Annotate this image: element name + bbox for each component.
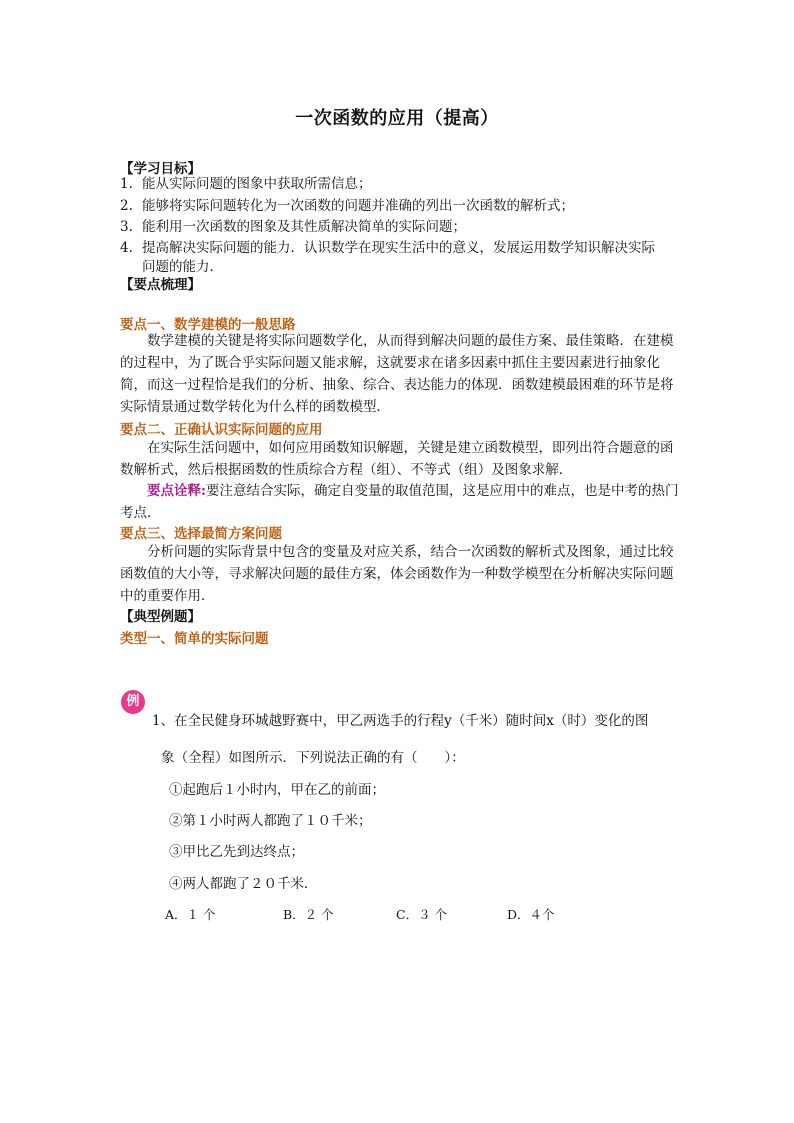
- objective-num: 3.: [120, 219, 133, 235]
- keypoint-2-body: 在实际生活问题中，如何应用函数知识解题，关键是建立函数模型，即列出符合题意的函数解析式，然后根据函数的性质综合方程（组）、不等式（组）及图象求解．: [120, 440, 674, 478]
- objective-num: 4.: [120, 240, 133, 256]
- keypoints-heading: 【要点梳理】: [120, 277, 201, 293]
- objective-item-2: [120, 195, 574, 217]
- keypoint-3-title: 要点三、选择最简方案问题: [120, 526, 282, 542]
- objective-text: 能利用一次函数的图象及其性质解决简单的实际问题；: [142, 219, 466, 235]
- statement-1: ①起跑后１小时内，甲在乙的前面；: [169, 782, 385, 798]
- objective-item-3: [120, 216, 466, 238]
- objective-text: 能够将实际问题转化为一次函数的问题并准确的列出一次函数的解析式；: [142, 198, 574, 214]
- example-type-1-title: 类型一、简单的实际问题: [120, 631, 269, 647]
- keypoint-2-note: [120, 480, 680, 524]
- question-line-1: 1、在全民健身环城越野赛中，甲乙两选手的行程y（千米）随时间x（时）变化的图: [152, 713, 649, 729]
- keypoint-1-title: 要点一、数学建模的一般思路: [120, 317, 296, 333]
- note-label: 要点诠释:: [147, 483, 206, 499]
- choice-c: C．３ 个: [396, 907, 448, 922]
- choice-b: B．２ 个: [283, 907, 334, 922]
- note-body: 要注意结合实际，确定自变量的取值范围，这是应用中的难点，也是中考的热门考点．: [120, 483, 679, 521]
- statement-3: ③甲比乙先到达终点；: [169, 844, 304, 860]
- choice-a: A．１ 个: [165, 907, 216, 922]
- page-title: 一次函数的应用（提高）: [295, 108, 499, 129]
- choice-d: D．４个: [507, 907, 555, 922]
- question-line-2: 象（全程）如图所示．下列说法正确的有（ ）：: [161, 750, 465, 766]
- keypoint-2-title: 要点二、正确认识实际问题的应用: [120, 422, 323, 438]
- objective-item-4-cont: 问题的能力．: [142, 259, 223, 275]
- objective-text: 提高解决实际问题的能力．认识数学在现实生活中的意义，发展运用数学知识解决实际: [142, 240, 655, 256]
- objectives-heading: 【学习目标】: [120, 161, 201, 177]
- objective-num: 2.: [120, 198, 133, 214]
- objective-num: 1.: [120, 176, 133, 192]
- keypoint-1-body: 数学建模的关键是将实际问题数学化，从而得到解决问题的最佳方案、最佳策略．在建模的过程中，为了既合乎实际问题又能求解，这就要求在诸多因素中抓住主要因素进行抽象化简，而这一过程恰是我们的分析、抽象、综合、表达能力的体现．函数建模最困难的环节是将实际情景通过数学转化为什么样的函数模型．: [120, 333, 674, 415]
- objective-text: 能从实际问题的图象中获取所需信息；: [142, 176, 372, 192]
- statement-4: ④两人都跑了２０千米．: [169, 876, 318, 892]
- example-badge-icon: 例: [121, 690, 145, 714]
- examples-heading: 【典型例题】: [120, 609, 201, 625]
- objective-item-1: [120, 173, 372, 195]
- keypoint-3-body: 分析问题的实际背景中包含的变量及对应关系，结合一次函数的解析式及图象，通过比较函数值的大小等，寻求解决问题的最佳方案，体会函数作为一种数学模型在分析解决实际问题中的重要作用．: [120, 544, 674, 604]
- statement-2: ②第１小时两人都跑了１０千米；: [169, 813, 372, 829]
